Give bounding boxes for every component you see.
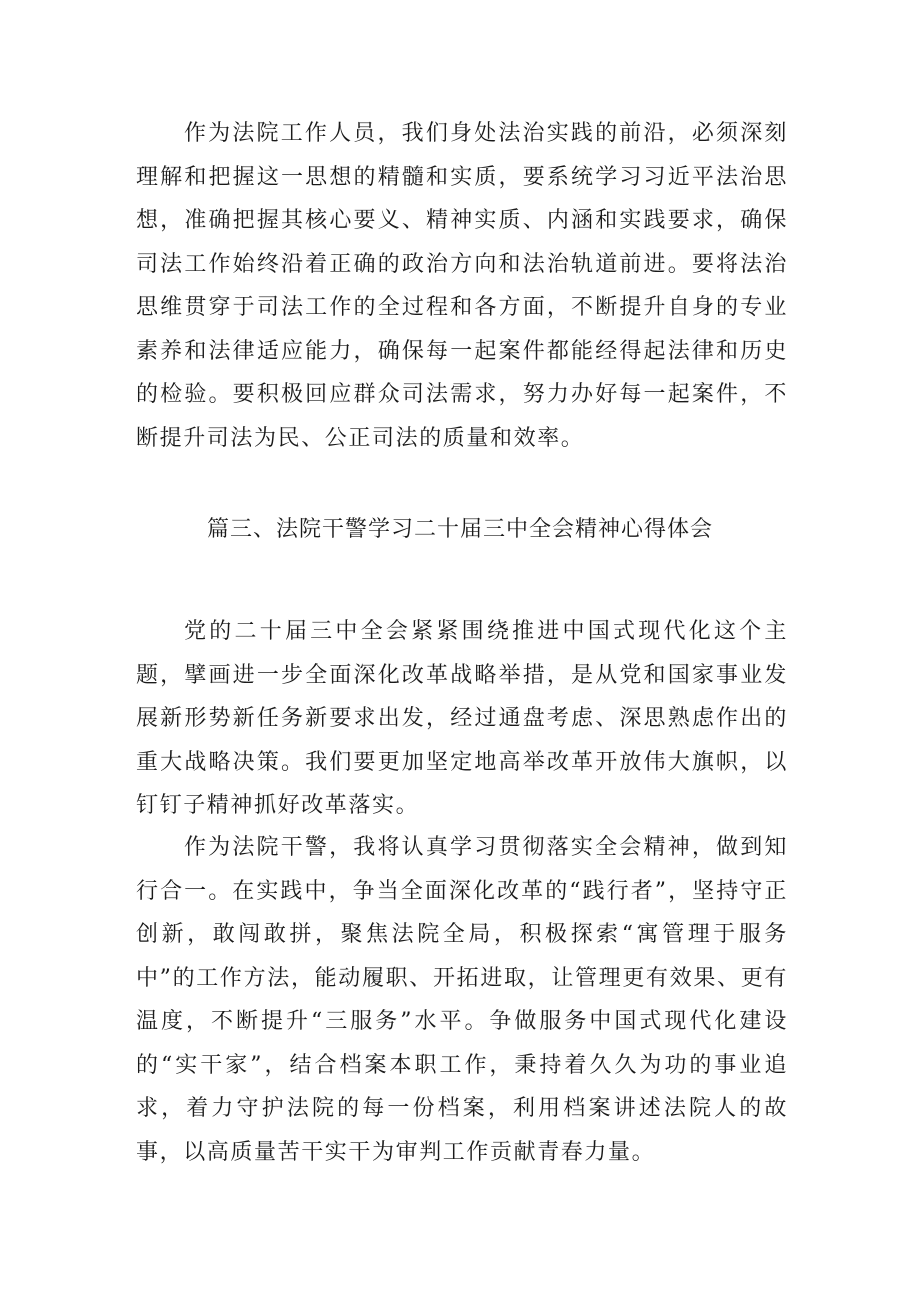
body-paragraph: 作为法院干警，我将认真学习贯彻落实全会精神，做到知行合一。在实践中，争当全面深化改革的“践行者”，坚持守正创新，敢闯敢拼，聚焦法院全局，积极探索“寓管理于服务中”的工作方法，能动履职、开拓进取，让管理更有效果、更有温度，不断提升“三服务”水平。争做服务中国式现代化建设的“实干家”，结合档案本职工作，秉持着久久为功的事业追求，着力守护法院的每一份档案，利用档案讲述法院人的故事，以高质量苦干实干为审判工作贡献青春力量。 bbox=[136, 835, 788, 1165]
section-heading: 篇三、法院干警学习二十届三中全会精神心得体会 bbox=[206, 517, 713, 542]
body-paragraph: 党的二十届三中全会紧紧围绕推进中国式现代化这个主题，擘画进一步全面深化改革战略举措，是从党和国家事业发展新形势新任务新要求出发，经过通盘考虑、深思熟虑作出的重大战略决策。我们要更加坚定地高举改革开放伟大旗帜，以钉钉子精神抓好改革落实。 bbox=[136, 619, 788, 818]
body-paragraph: 作为法院工作人员，我们身处法治实践的前沿，必须深刻理解和把握这一思想的精髓和实质，要系统学习习近平法治思想，准确把握其核心要义、精神实质、内涵和实践要求，确保司法工作始终沿着正确的政治方向和法治轨道前进。要将法治思维贯穿于司法工作的全过程和各方面，不断提升自身的专业素养和法律适应能力，确保每一起案件都能经得起法律和历史的检验。要积极回应群众司法需求，努力办好每一起案件，不断提升司法为民、公正司法的质量和效率。 bbox=[136, 121, 788, 451]
